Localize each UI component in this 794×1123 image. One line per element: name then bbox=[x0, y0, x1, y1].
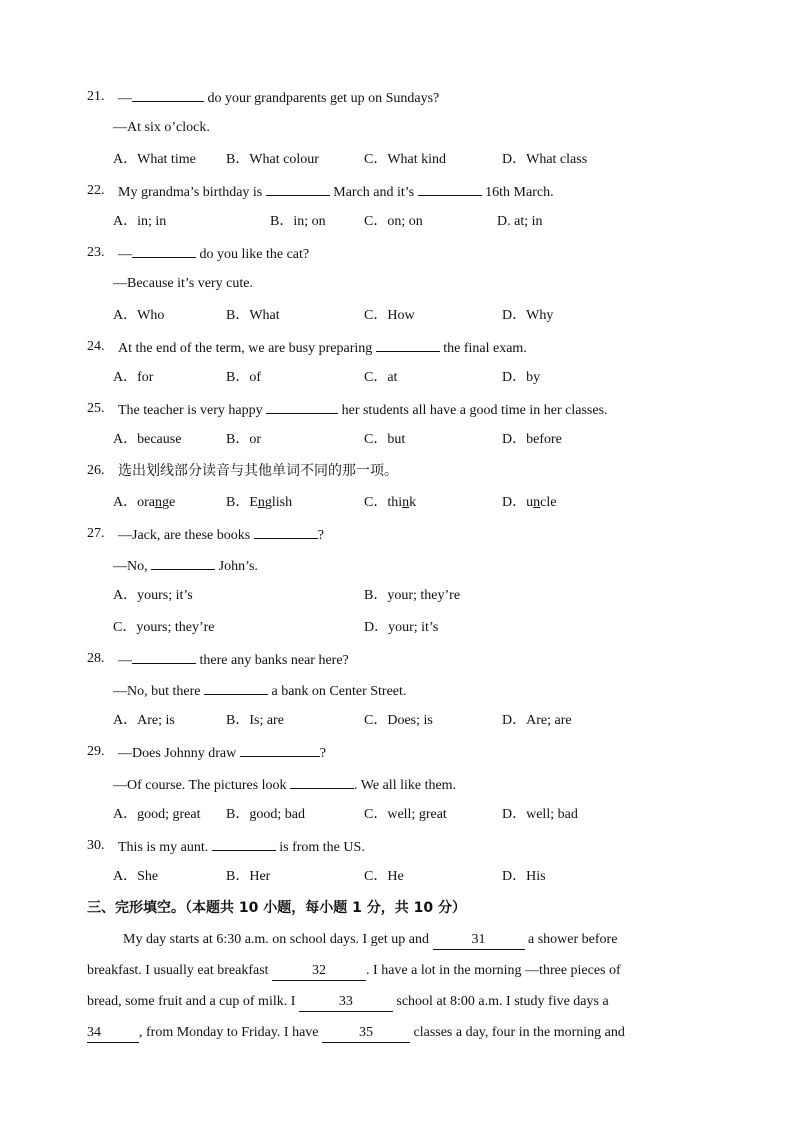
option-a[interactable]: A．She bbox=[113, 869, 159, 884]
option-c[interactable]: C．He bbox=[364, 869, 404, 884]
answer-blank[interactable] bbox=[132, 88, 204, 102]
option-d[interactable]: D. at; in bbox=[497, 214, 543, 229]
underlined-letter: n bbox=[533, 495, 541, 510]
stem-text: do you like the cat? bbox=[196, 247, 310, 262]
passage-text bbox=[87, 1024, 625, 1043]
word-part: k bbox=[409, 495, 417, 510]
option-c[interactable]: C．Does; is bbox=[364, 713, 433, 728]
answer-blank[interactable] bbox=[376, 338, 440, 352]
reply-text bbox=[113, 775, 456, 795]
option-d[interactable]: D．What class bbox=[502, 152, 588, 167]
stem-text: 16th March. bbox=[481, 185, 554, 200]
cloze-blank-31[interactable]: 31 bbox=[433, 931, 525, 950]
question-stem bbox=[118, 650, 349, 670]
reply-part: . We all like them. bbox=[354, 778, 457, 793]
option-a[interactable]: A．for bbox=[113, 370, 154, 385]
stem-text: My grandma’s birthday is bbox=[118, 185, 266, 200]
reply-part: —No, but there bbox=[113, 684, 204, 699]
option-d[interactable]: D．well; bad bbox=[502, 807, 578, 822]
option-c[interactable]: C．What kind bbox=[364, 152, 447, 167]
option-d[interactable]: D．by bbox=[502, 370, 541, 385]
question-stem bbox=[118, 400, 608, 420]
word-part: u bbox=[526, 495, 534, 510]
option-b[interactable]: B．good; bad bbox=[226, 807, 305, 822]
option-c[interactable]: C．well; great bbox=[364, 807, 447, 822]
option-a[interactable]: A．yours; it’s bbox=[113, 588, 193, 603]
question-stem: 选出划线部分读音与其他单词不同的那一项。 bbox=[118, 463, 398, 479]
cloze-blank-35[interactable]: 35 bbox=[322, 1024, 410, 1043]
question-number: 29. bbox=[87, 744, 105, 759]
question-number: 24. bbox=[87, 339, 105, 354]
reply-part: —No, bbox=[113, 559, 152, 574]
option-label: B． bbox=[226, 495, 250, 510]
option-c[interactable]: C．but bbox=[364, 432, 406, 447]
stem-text: —Does Johnny draw bbox=[118, 746, 240, 761]
option-c[interactable]: C．on; on bbox=[364, 214, 423, 229]
reply-part: John’s. bbox=[215, 559, 258, 574]
section-title: 三、完形填空。（本题共 10 小题，每小题 1 分，共 10 分） bbox=[87, 900, 466, 916]
passage-text bbox=[87, 962, 621, 981]
option-c[interactable]: C．at bbox=[364, 370, 398, 385]
reply-text: —Because it’s very cute. bbox=[113, 276, 253, 291]
answer-blank[interactable] bbox=[266, 182, 330, 196]
passage-text bbox=[87, 993, 609, 1012]
passage-text bbox=[123, 931, 617, 950]
stem-dash: — bbox=[118, 91, 132, 106]
option-label: D． bbox=[502, 495, 527, 510]
stem-text: the final exam. bbox=[439, 341, 527, 356]
passage-part: a shower before bbox=[524, 932, 618, 947]
question-number: 22. bbox=[87, 183, 105, 198]
option-b[interactable]: B．What bbox=[226, 308, 280, 323]
option-b[interactable]: B．in; on bbox=[270, 214, 326, 229]
reply-text bbox=[113, 556, 258, 576]
passage-part: classes a day, four in the morning and bbox=[410, 1025, 625, 1040]
stem-text: ? bbox=[317, 528, 324, 543]
option-d[interactable]: D．your; it’s bbox=[364, 620, 439, 635]
reply-part: a bank on Center Street. bbox=[267, 684, 407, 699]
answer-blank[interactable] bbox=[151, 556, 215, 570]
option-c[interactable] bbox=[364, 494, 416, 512]
option-d[interactable]: D．Why bbox=[502, 308, 554, 323]
underlined-letter: n bbox=[402, 495, 410, 510]
answer-blank[interactable] bbox=[266, 400, 338, 414]
answer-blank[interactable] bbox=[254, 525, 318, 539]
option-c[interactable]: C．How bbox=[364, 308, 415, 323]
question-number: 28. bbox=[87, 651, 105, 666]
word-part: ora bbox=[137, 495, 156, 510]
cloze-blank-32[interactable]: 32 bbox=[272, 962, 366, 981]
stem-text: is from the US. bbox=[275, 840, 365, 855]
reply-text bbox=[113, 681, 406, 701]
option-d[interactable]: D．His bbox=[502, 869, 546, 884]
cloze-blank-34[interactable]: 34 bbox=[87, 1024, 139, 1043]
option-b[interactable]: B．Her bbox=[226, 869, 271, 884]
option-d[interactable]: D．before bbox=[502, 432, 562, 447]
stem-text: At the end of the term, we are busy preparing bbox=[118, 341, 376, 356]
option-b[interactable]: B．What colour bbox=[226, 152, 319, 167]
question-number: 27. bbox=[87, 526, 105, 541]
option-label: C． bbox=[364, 495, 388, 510]
answer-blank[interactable] bbox=[240, 743, 320, 757]
word-part: ge bbox=[162, 495, 176, 510]
question-number: 26. bbox=[87, 463, 105, 478]
passage-part: My day starts at 6:30 a.m. on school days. I get up and bbox=[123, 932, 433, 947]
passage-part: . I have a lot in the morning —three pieces of bbox=[366, 963, 621, 978]
underlined-letter: n bbox=[257, 495, 265, 510]
question-stem bbox=[118, 525, 324, 545]
stem-text: ? bbox=[319, 746, 326, 761]
word-part: thi bbox=[387, 495, 403, 510]
option-a[interactable]: A．because bbox=[113, 432, 182, 447]
question-stem bbox=[118, 743, 326, 763]
answer-blank[interactable] bbox=[132, 244, 196, 258]
word-part: cle bbox=[540, 495, 557, 510]
answer-blank[interactable] bbox=[418, 182, 482, 196]
answer-blank[interactable] bbox=[290, 775, 354, 789]
question-number: 30. bbox=[87, 838, 105, 853]
word-part: E bbox=[249, 495, 258, 510]
option-a[interactable]: A．in; in bbox=[113, 214, 167, 229]
option-a[interactable]: A．Who bbox=[113, 308, 165, 323]
option-d[interactable] bbox=[502, 494, 556, 512]
option-a[interactable] bbox=[113, 494, 175, 512]
question-stem bbox=[118, 338, 527, 358]
option-b[interactable]: B．Is; are bbox=[226, 713, 284, 728]
reply-text: —At six o’clock. bbox=[113, 120, 210, 135]
stem-dash: — bbox=[118, 653, 132, 668]
stem-text: March and it’s bbox=[329, 185, 418, 200]
passage-part: bread, some fruit and a cup of milk. I bbox=[87, 994, 299, 1009]
option-label: A． bbox=[113, 495, 138, 510]
option-a[interactable]: A．Are; is bbox=[113, 713, 175, 728]
option-b[interactable]: B．of bbox=[226, 370, 261, 385]
stem-text: do your grandparents get up on Sundays? bbox=[204, 91, 440, 106]
answer-blank[interactable] bbox=[204, 681, 268, 695]
answer-blank[interactable] bbox=[132, 650, 196, 664]
option-b[interactable]: B．your; they’re bbox=[364, 588, 461, 603]
question-number: 21. bbox=[87, 89, 105, 104]
option-c[interactable]: C．yours; they’re bbox=[113, 620, 215, 635]
reply-part: —Of course. The pictures look bbox=[113, 778, 291, 793]
stem-dash: — bbox=[118, 247, 132, 262]
question-stem bbox=[118, 244, 309, 264]
option-b[interactable] bbox=[226, 494, 292, 512]
passage-part: school at 8:00 a.m. I study five days a bbox=[392, 994, 609, 1009]
stem-text: This is my aunt. bbox=[118, 840, 212, 855]
stem-text: there any banks near here? bbox=[196, 653, 349, 668]
question-stem bbox=[118, 837, 365, 857]
passage-part: breakfast. I usually eat breakfast bbox=[87, 963, 273, 978]
question-number: 23. bbox=[87, 245, 105, 260]
question-stem bbox=[118, 88, 439, 108]
underlined-letter: n bbox=[155, 495, 163, 510]
answer-blank[interactable] bbox=[212, 837, 276, 851]
option-a[interactable]: A．good; great bbox=[113, 807, 201, 822]
stem-text: The teacher is very happy bbox=[118, 403, 267, 418]
question-stem bbox=[118, 182, 554, 202]
option-a[interactable]: A．What time bbox=[113, 152, 196, 167]
word-part: glish bbox=[264, 495, 293, 510]
passage-part: , from Monday to Friday. I have bbox=[139, 1025, 322, 1040]
question-number: 25. bbox=[87, 401, 105, 416]
stem-text: —Jack, are these books bbox=[118, 528, 254, 543]
cloze-blank-33[interactable]: 33 bbox=[299, 993, 393, 1012]
option-d[interactable]: D．Are; are bbox=[502, 713, 572, 728]
stem-text: her students all have a good time in her classes. bbox=[338, 403, 608, 418]
option-b[interactable]: B．or bbox=[226, 432, 261, 447]
